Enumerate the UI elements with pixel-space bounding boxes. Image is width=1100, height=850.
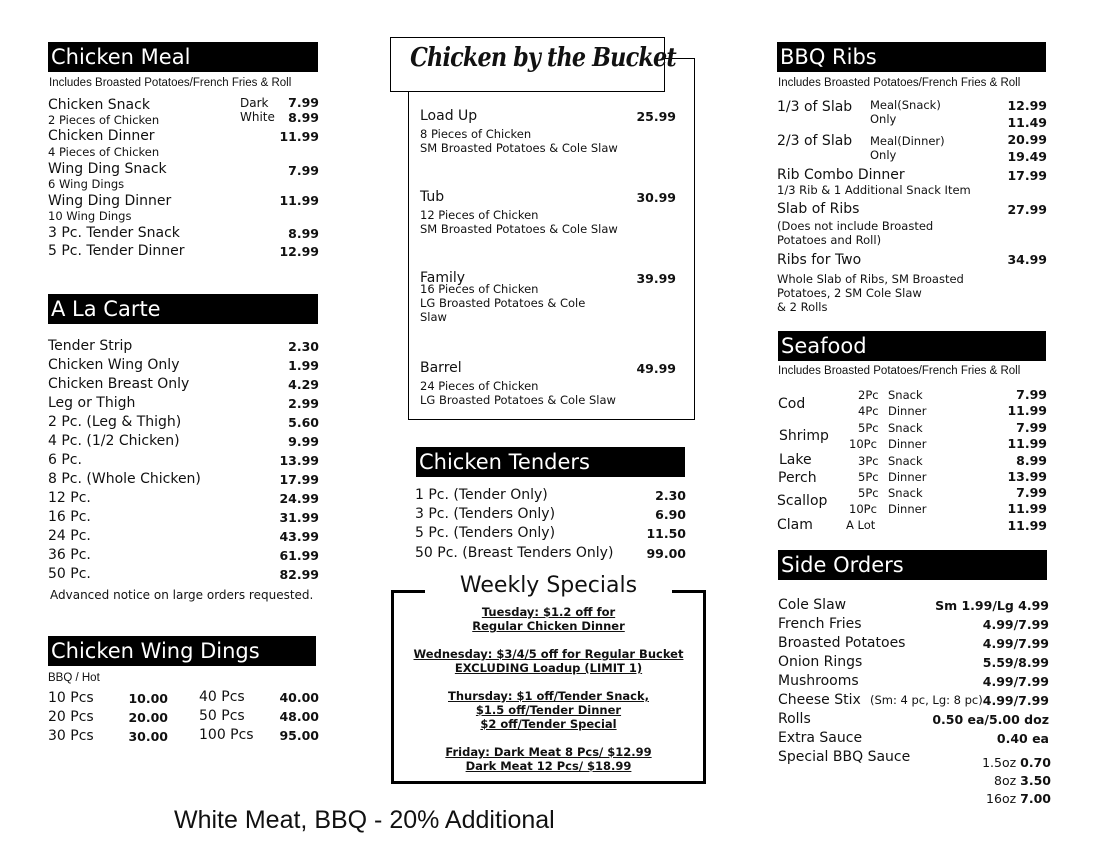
seafood-type: Snack	[888, 388, 923, 402]
seafood-name: Perch	[778, 470, 817, 486]
bucket-item-name: Family	[420, 270, 466, 286]
list-item: Cheese Stix (Sm: 4 pc, Lg: 8 pc) 4.99/7.99	[778, 692, 1049, 708]
chicken-dinner-price: 11.99	[279, 129, 319, 144]
bucket-item-name: Load Up	[420, 108, 478, 124]
chicken-snack-name: Chicken Snack	[48, 97, 150, 113]
list-item: 16oz 7.00	[986, 791, 1051, 806]
seafood-qty: 3Pc	[858, 454, 879, 468]
list-item: 4 Pc. (1/2 Chicken) 9.99	[48, 433, 319, 449]
ribs-two-desc: Whole Slab of Ribs, SM Broasted	[777, 272, 964, 286]
seafood-price: 7.99	[1016, 387, 1047, 402]
seafood-qty: 2Pc	[858, 388, 879, 402]
list-item: 30 Pcs 30.00	[48, 728, 168, 744]
list-item: 16 Pc. 31.99	[48, 509, 319, 525]
seafood-price: 8.99	[1016, 453, 1047, 468]
tender-snack-name: 3 Pc. Tender Snack	[48, 225, 180, 241]
bucket-item-desc: Slaw	[420, 310, 447, 324]
wing-dings-right	[199, 689, 319, 749]
seafood-type: Dinner	[888, 470, 927, 484]
bucket-item-desc: LG Broasted Potatoes & Cole	[420, 296, 586, 310]
seafood-section	[777, 331, 1049, 541]
bucket-item-desc: SM Broasted Potatoes & Cole Slaw	[420, 141, 618, 155]
seafood-qty: 10Pc	[849, 437, 877, 451]
bucket-item-desc: 16 Pieces of Chicken	[420, 282, 539, 296]
list-item: 36 Pc. 61.99	[48, 547, 319, 563]
seafood-price: 11.99	[1007, 403, 1047, 418]
twothird-slab-price2: 19.49	[1007, 149, 1047, 164]
special-line: $2 off/Tender Special	[480, 717, 617, 731]
seafood-type: Snack	[888, 486, 923, 500]
list-item: 5 Pc. (Tenders Only) 11.50	[415, 525, 686, 541]
list-item: Chicken Wing Only 1.99	[48, 357, 319, 373]
list-item: 24 Pc. 43.99	[48, 528, 319, 544]
wing-dings-note: BBQ / Hot	[48, 672, 100, 684]
weekly-specials-title: Weekly Specials	[459, 573, 638, 598]
list-item: Cole Slaw Sm 1.99/Lg 4.99	[778, 597, 1049, 613]
bucket-title-text: Chicken by the Bucket	[410, 43, 676, 73]
seafood-qty: 5Pc	[858, 421, 879, 435]
wing-ding-dinner-desc: 10 Wing Dings	[48, 209, 132, 223]
side-orders-header: Side Orders	[778, 550, 1047, 580]
seafood-type: Dinner	[888, 404, 927, 418]
list-item: Onion Rings 5.59/8.99	[778, 654, 1049, 670]
bbq-sauce-sizes	[967, 755, 1051, 811]
bucket-item-desc: SM Broasted Potatoes & Cole Slaw	[420, 222, 618, 236]
seafood-qty: 5Pc	[858, 470, 879, 484]
bucket-item-desc: 12 Pieces of Chicken	[420, 208, 539, 222]
seafood-name: Lake	[779, 452, 812, 468]
slab-ribs-price: 27.99	[1007, 202, 1047, 217]
twothird-slab-opt1: Meal(Dinner)	[870, 134, 945, 148]
special-line: Friday: Dark Meat 8 Pcs/ $12.99	[445, 745, 652, 759]
wing-dings-section	[48, 636, 320, 748]
bbq-sauce-name: Special BBQ Sauce	[778, 749, 911, 765]
chicken-dinner-name: Chicken Dinner	[48, 128, 155, 144]
seafood-type: Snack	[888, 454, 923, 468]
rib-combo-desc: 1/3 Rib & 1 Additional Snack Item	[777, 183, 971, 197]
tender-dinner-price: 12.99	[279, 244, 319, 259]
list-item: 8oz 3.50	[994, 773, 1051, 788]
ribs-two-desc: & 2 Rolls	[777, 300, 828, 314]
special-line: Tuesday: $1.2 off for	[481, 605, 616, 619]
a-la-carte-list	[48, 338, 319, 588]
list-item: Tender Strip 2.30	[48, 338, 319, 354]
seafood-qty: 10Pc	[849, 502, 877, 516]
bbq-ribs-section	[777, 42, 1049, 317]
dark-label: Dark	[240, 96, 269, 110]
special-line: Thursday: $1 off/Tender Snack,	[448, 689, 649, 703]
side-orders-list	[778, 597, 1049, 767]
seafood-name: Shrimp	[779, 428, 829, 444]
special-line: $1.5 off/Tender Dinner	[475, 703, 622, 717]
list-item: Extra Sauce 0.40 ea	[778, 730, 1049, 746]
list-item: French Fries 4.99/7.99	[778, 616, 1049, 632]
a-la-carte-header: A La Carte	[48, 294, 318, 324]
list-item: Mushrooms 4.99/7.99	[778, 673, 1049, 689]
wing-ding-dinner-price: 11.99	[279, 193, 319, 208]
list-item: 50 Pc. (Breast Tenders Only) 99.00	[415, 545, 686, 561]
list-item: 40 Pcs 40.00	[199, 689, 319, 705]
slab-ribs-desc: Potatoes and Roll)	[777, 233, 882, 247]
large-order-note: Advanced notice on large orders requested.	[50, 588, 314, 602]
seafood-price: 13.99	[1007, 469, 1047, 484]
bucket-item-desc: 8 Pieces of Chicken	[420, 127, 532, 141]
ribs-two-name: Ribs for Two	[777, 252, 862, 268]
bbq-ribs-header: BBQ Ribs	[777, 42, 1046, 72]
list-item: 2 Pc. (Leg & Thigh) 5.60	[48, 414, 319, 430]
bucket-items	[420, 108, 678, 408]
cheese-stix-sizes: (Sm: 4 pc, Lg: 8 pc)	[870, 693, 983, 707]
list-item: 12 Pc. 24.99	[48, 490, 319, 506]
list-item: 100 Pcs 95.00	[199, 727, 319, 743]
white-price: 8.99	[288, 110, 319, 125]
seafood-name: Cod	[778, 396, 806, 412]
seafood-type: Dinner	[888, 502, 927, 516]
list-item: 50 Pc. 82.99	[48, 566, 319, 582]
a-la-carte-section	[48, 294, 320, 609]
chicken-meal-header: Chicken Meal	[48, 42, 318, 72]
seafood-qty: 4Pc	[858, 404, 879, 418]
special-line: Dark Meat 12 Pcs/ $18.99	[465, 759, 632, 773]
third-slab-name: 1/3 of Slab	[777, 99, 853, 115]
tender-snack-price: 8.99	[288, 226, 319, 241]
special-line: Regular Chicken Dinner	[472, 619, 625, 633]
seafood-price: 7.99	[1016, 420, 1047, 435]
seafood-header: Seafood	[778, 331, 1046, 361]
third-slab-opt1: Meal(Snack)	[870, 98, 941, 112]
seafood-name: Scallop	[777, 493, 828, 509]
list-item: Rolls 0.50 ea/5.00 doz	[778, 711, 1049, 727]
tenders-section	[415, 447, 687, 567]
list-item: Leg or Thigh 2.99	[48, 395, 319, 411]
slab-ribs-name: Slab of Ribs	[777, 201, 860, 217]
twothird-slab-price1: 20.99	[1007, 132, 1047, 147]
seafood-type: Dinner	[888, 437, 927, 451]
seafood-qty: 5Pc	[858, 486, 879, 500]
rib-combo-price: 17.99	[1007, 168, 1047, 183]
rib-combo-name: Rib Combo Dinner	[777, 167, 905, 183]
list-item: 10 Pcs 10.00	[48, 690, 168, 706]
bucket-item-price: 49.99	[636, 361, 676, 376]
list-item: 6 Pc. 13.99	[48, 452, 319, 468]
list-item: 1 Pc. (Tender Only) 2.30	[415, 487, 686, 503]
bbq-ribs-note: Includes Broasted Potatoes/French Fries & Roll	[778, 77, 1021, 89]
chicken-snack-desc: 2 Pieces of Chicken	[48, 113, 160, 127]
list-item: Chicken Breast Only 4.29	[48, 376, 319, 392]
clam-name: Clam	[777, 517, 813, 533]
third-slab-opt2: Only	[870, 112, 897, 126]
list-item: 8 Pc. (Whole Chicken) 17.99	[48, 471, 319, 487]
wing-dings-left	[48, 690, 168, 750]
bucket-item-price: 25.99	[636, 109, 676, 124]
seafood-type: Snack	[888, 421, 923, 435]
seafood-price: 11.99	[1007, 436, 1047, 451]
list-item: 50 Pcs 48.00	[199, 708, 319, 724]
chicken-meal-note: Includes Broasted Potatoes/French Fries & Roll	[49, 77, 292, 89]
wing-dings-header: Chicken Wing Dings	[48, 636, 316, 666]
wing-ding-snack-name: Wing Ding Snack	[48, 161, 167, 177]
clam-qty: A Lot	[846, 518, 876, 532]
clam-price: 11.99	[1007, 518, 1047, 533]
special-line: EXCLUDING Loadup (LIMIT 1)	[454, 661, 643, 675]
wing-ding-snack-desc: 6 Wing Dings	[48, 177, 125, 191]
bucket-item-desc: LG Broasted Potatoes & Cole Slaw	[420, 393, 616, 407]
twothird-slab-opt2: Only	[870, 148, 897, 162]
seafood-note: Includes Broasted Potatoes/French Fries & Roll	[778, 365, 1021, 377]
list-item: Broasted Potatoes 4.99/7.99	[778, 635, 1049, 651]
third-slab-price1: 12.99	[1007, 98, 1047, 113]
list-item: 20 Pcs 20.00	[48, 709, 168, 725]
footer-note: White Meat, BBQ - 20% Additional	[174, 806, 555, 834]
seafood-price: 11.99	[1007, 501, 1047, 516]
dark-price: 7.99	[288, 95, 319, 110]
seafood-price: 7.99	[1016, 485, 1047, 500]
tenders-header: Chicken Tenders	[416, 447, 685, 477]
side-orders-section	[777, 550, 1051, 810]
wing-ding-snack-price: 7.99	[288, 163, 319, 178]
bucket-item-price: 39.99	[636, 271, 676, 286]
bucket-item-name: Tub	[420, 189, 445, 205]
bucket-item-price: 30.99	[636, 190, 676, 205]
twothird-slab-name: 2/3 of Slab	[777, 133, 853, 149]
weekly-specials-list	[391, 605, 706, 775]
bucket-item-desc: 24 Pieces of Chicken	[420, 379, 539, 393]
chicken-meal-section	[48, 42, 320, 272]
ribs-two-price: 34.99	[1007, 252, 1047, 267]
tender-dinner-name: 5 Pc. Tender Dinner	[48, 243, 185, 259]
ribs-two-desc: Potatoes, 2 SM Cole Slaw	[777, 286, 922, 300]
bucket-item-name: Barrel	[420, 360, 462, 376]
chicken-dinner-desc: 4 Pieces of Chicken	[48, 145, 160, 159]
wing-ding-dinner-name: Wing Ding Dinner	[48, 193, 172, 209]
list-item: 3 Pc. (Tenders Only) 6.90	[415, 506, 686, 522]
white-label: White	[240, 110, 275, 124]
slab-ribs-desc: (Does not include Broasted	[777, 219, 934, 233]
list-item: 1.5oz 0.70	[982, 755, 1051, 770]
tenders-list	[415, 487, 686, 567]
third-slab-price2: 11.49	[1007, 115, 1047, 130]
special-line: Wednesday: $3/4/5 off for Regular Bucket	[413, 647, 684, 661]
bucket-title	[390, 37, 676, 92]
